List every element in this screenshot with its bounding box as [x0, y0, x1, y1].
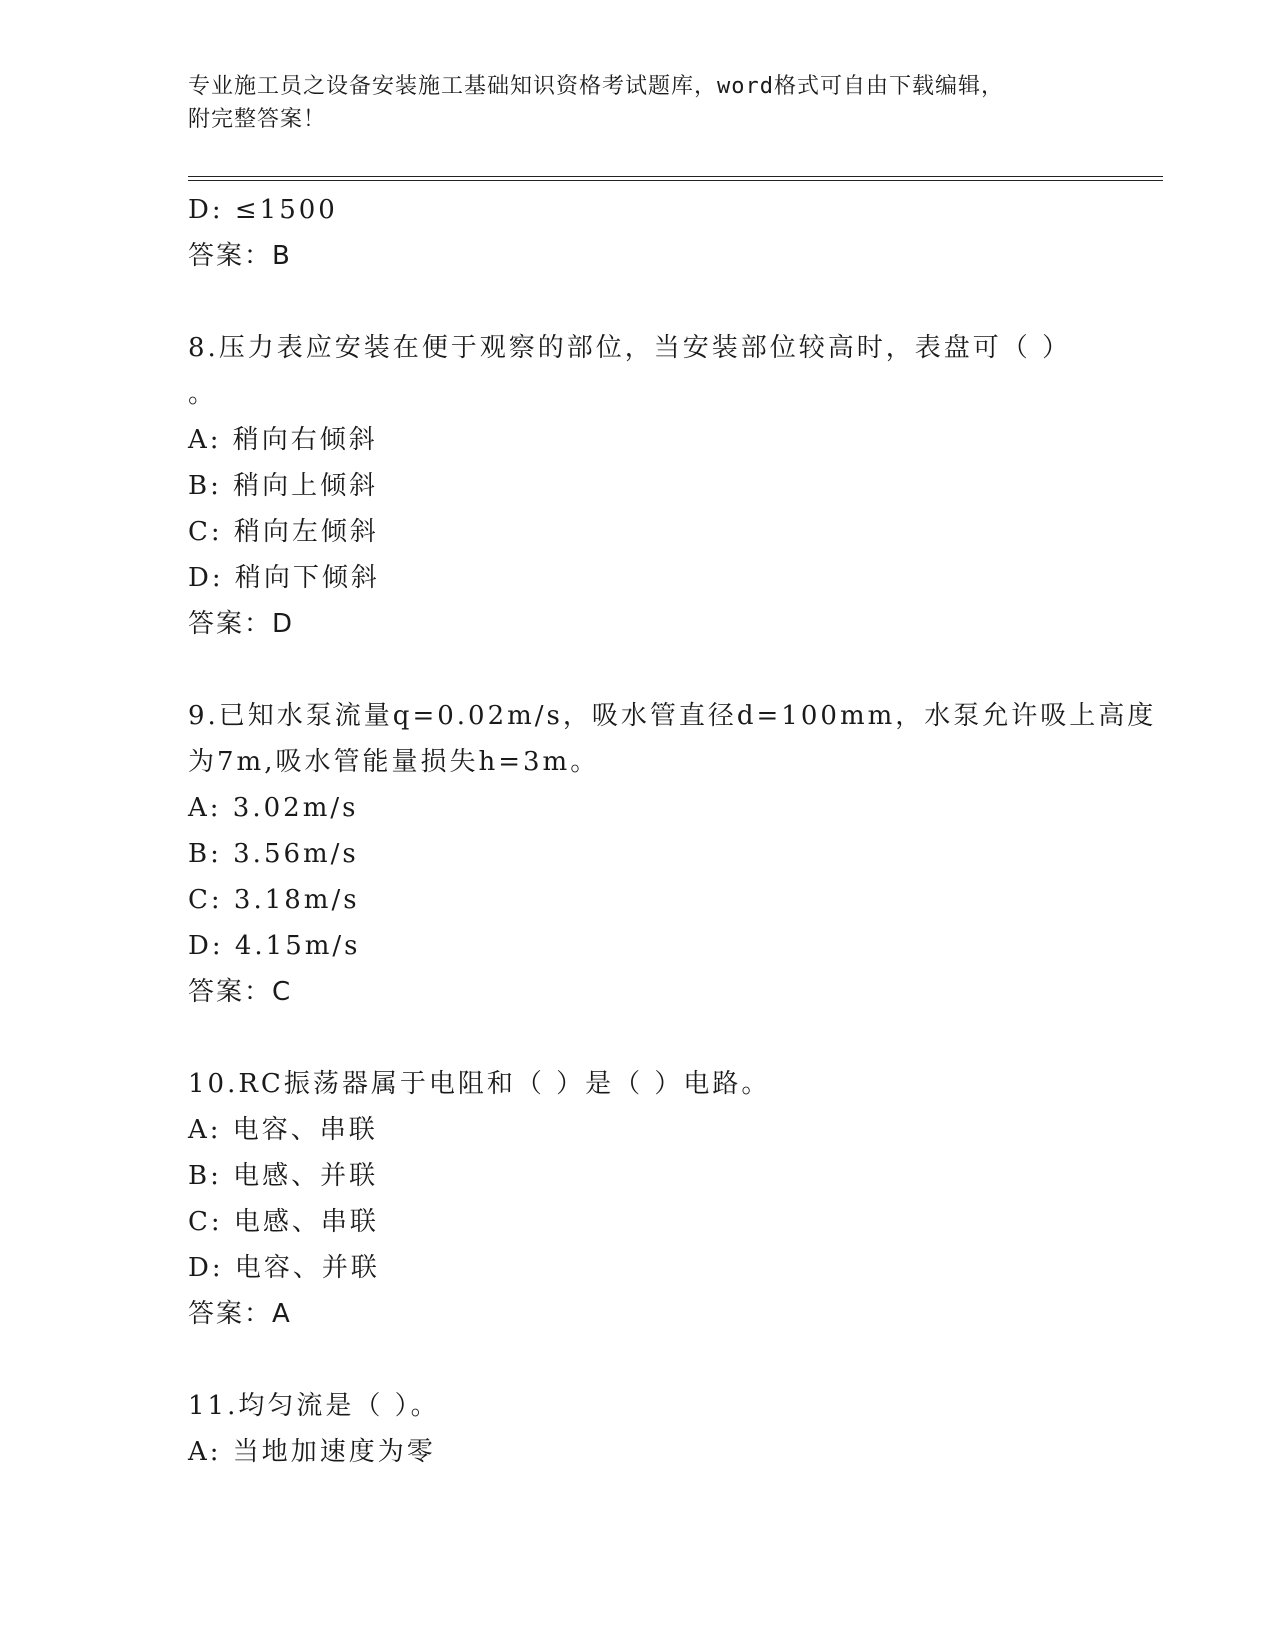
option-d: D: 稍向下倾斜	[188, 563, 380, 593]
answer-line: 答案：D	[188, 609, 295, 639]
question-text-line-2: 。	[188, 379, 218, 409]
question-9	[188, 693, 1163, 1015]
question-text-line-1: 9.已知水泵流量q=0.02m/s，吸水管直径d=100mm，水泵允许吸上高度	[188, 701, 1157, 731]
option-a: A: 电容、串联	[188, 1115, 378, 1145]
document-header	[188, 70, 1163, 136]
answer-line: 答案：C	[188, 977, 293, 1007]
header-line-2: 附完整答案！	[188, 107, 327, 132]
option-a: A: 当地加速度为零	[188, 1437, 436, 1467]
option-c: C: 稍向左倾斜	[188, 517, 379, 547]
option-a: A: 3.02m/s	[188, 793, 359, 823]
document-page	[188, 70, 1163, 1475]
question-text-line-1: 8.压力表应安装在便于观察的部位，当安装部位较高时，表盘可（ ）	[188, 333, 1072, 363]
option-b: B: 稍向上倾斜	[188, 471, 379, 501]
question-11	[188, 1383, 1163, 1475]
question-text-line-1: 11.均匀流是（ ）。	[188, 1391, 440, 1421]
question-text-line-1: 10.RC振荡器属于电阻和（ ）是（ ）电路。	[188, 1069, 771, 1099]
header-divider	[188, 176, 1163, 177]
option-d: D: ≤1500	[188, 195, 338, 225]
option-d: D: 电容、并联	[188, 1253, 380, 1283]
option-c: C: 电感、串联	[188, 1207, 379, 1237]
option-b: B: 3.56m/s	[188, 839, 359, 869]
question-7-tail	[188, 187, 1163, 279]
question-10	[188, 1061, 1163, 1337]
question-text-line-2: 为7m,吸水管能量损失h=3m。	[188, 747, 600, 777]
option-d: D: 4.15m/s	[188, 931, 361, 961]
option-c: C: 3.18m/s	[188, 885, 360, 915]
question-8	[188, 325, 1163, 647]
answer-line: 答案：B	[188, 241, 292, 271]
option-b: B: 电感、并联	[188, 1161, 379, 1191]
answer-line: 答案：A	[188, 1299, 292, 1329]
option-a: A: 稍向右倾斜	[188, 425, 378, 455]
header-line-1: 专业施工员之设备安装施工基础知识资格考试题库，word格式可自由下载编辑，	[188, 74, 1004, 99]
